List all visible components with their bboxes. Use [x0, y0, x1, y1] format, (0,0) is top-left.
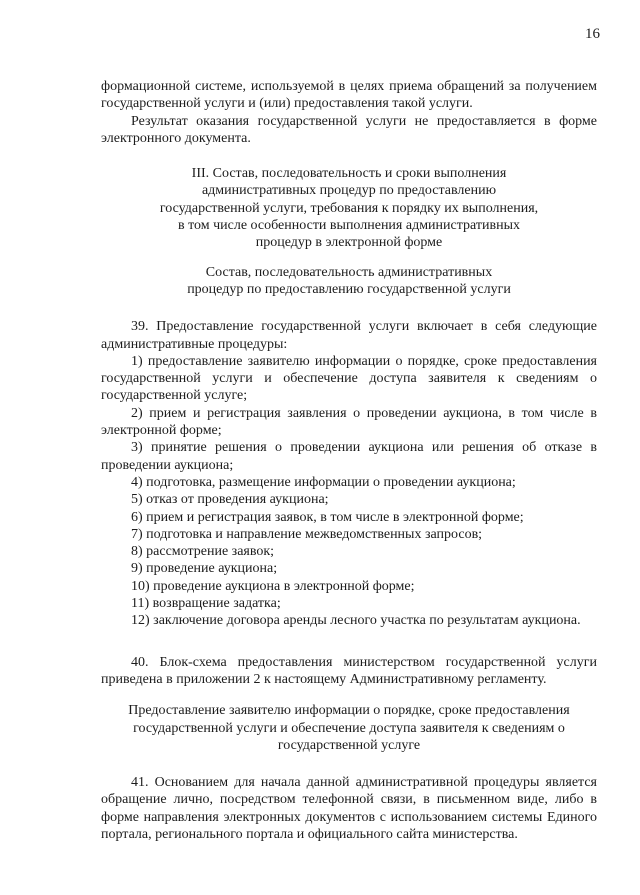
procedure-item: 2) прием и регистрация заявления о проведении аукциона, в том числе в электронной форме;	[101, 405, 597, 439]
paragraph-40: 40. Блок-схема предоставления министерством государственной услуги приведена в приложении 2 к настоящему Административному регламенту.	[101, 654, 597, 687]
sub-heading-line: Состав, последовательность административных	[205, 264, 493, 280]
procedure-item: 7) подготовка и направление межведомственных запросов;	[131, 526, 483, 542]
paragraph-41: 41. Основанием для начала данной административной процедуры является обращение лично, посредством телефонной связи, в письменном виде, либо в форме направления электронных документов с использованием системы Единого портала, регионального портала и официального сайта министерства.	[101, 775, 597, 842]
sub-heading	[101, 264, 597, 299]
section-heading-line: государственной услуги, требования к порядку их выполнения,	[159, 200, 539, 216]
paragraph-39: 39. Предоставление государственной услуги включает в себя следующие административные процедуры:	[101, 319, 597, 352]
procedure-item: 4) подготовка, размещение информации о проведении аукциона;	[131, 474, 516, 490]
sub-heading-2	[101, 702, 597, 754]
procedure-item: 5) отказ от проведения аукциона;	[131, 492, 329, 508]
procedure-item: 10) проведение аукциона в электронной форме;	[131, 578, 415, 594]
procedure-item: 6) прием и регистрация заявок, в том числе в электронной форме;	[131, 509, 524, 525]
procedure-item: 1) предоставление заявителю информации о порядке, сроке предоставления государственной услуги и обеспечение доступа заявителя к сведениям о государственной услуге;	[101, 353, 597, 404]
section-heading	[101, 165, 597, 251]
sub-heading-2-line: Предоставление заявителю информации о порядке, сроке предоставления	[128, 703, 570, 719]
sub-heading-2-line: государственной услуге	[277, 737, 421, 753]
section-heading-line: процедур в электронной форме	[255, 235, 443, 251]
sub-heading-line: процедур по предоставлению государственной услуги	[187, 281, 511, 297]
procedure-item: 12) заключение договора аренды лесного участка по результатам аукциона.	[131, 613, 581, 629]
section-heading-line: административных процедур по предоставлению	[201, 183, 497, 199]
procedure-item: 11) возвращение задатка;	[131, 596, 281, 612]
paragraph-continuation: формационной системе, используемой в целях приема обращений за получением государственной услуги и (или) предоставления такой услуги.	[101, 79, 597, 112]
document-body	[101, 78, 597, 843]
procedure-item: 9) проведение аукциона;	[131, 561, 278, 577]
paragraph-result: Результат оказания государственной услуги не предоставляется в форме электронного документа.	[101, 113, 597, 146]
section-heading-line: в том числе особенности выполнения административных	[177, 218, 521, 234]
page-number: 16	[585, 26, 600, 42]
procedure-item: 8) рассмотрение заявок;	[131, 544, 275, 560]
section-heading-line: III. Состав, последовательность и сроки выполнения	[191, 166, 507, 182]
procedure-item: 3) принятие решения о проведении аукциона или решения об отказе в проведении аукциона;	[101, 440, 597, 473]
sub-heading-2-line: государственной услуги и обеспечение доступа заявителя к сведениям о	[133, 720, 565, 736]
